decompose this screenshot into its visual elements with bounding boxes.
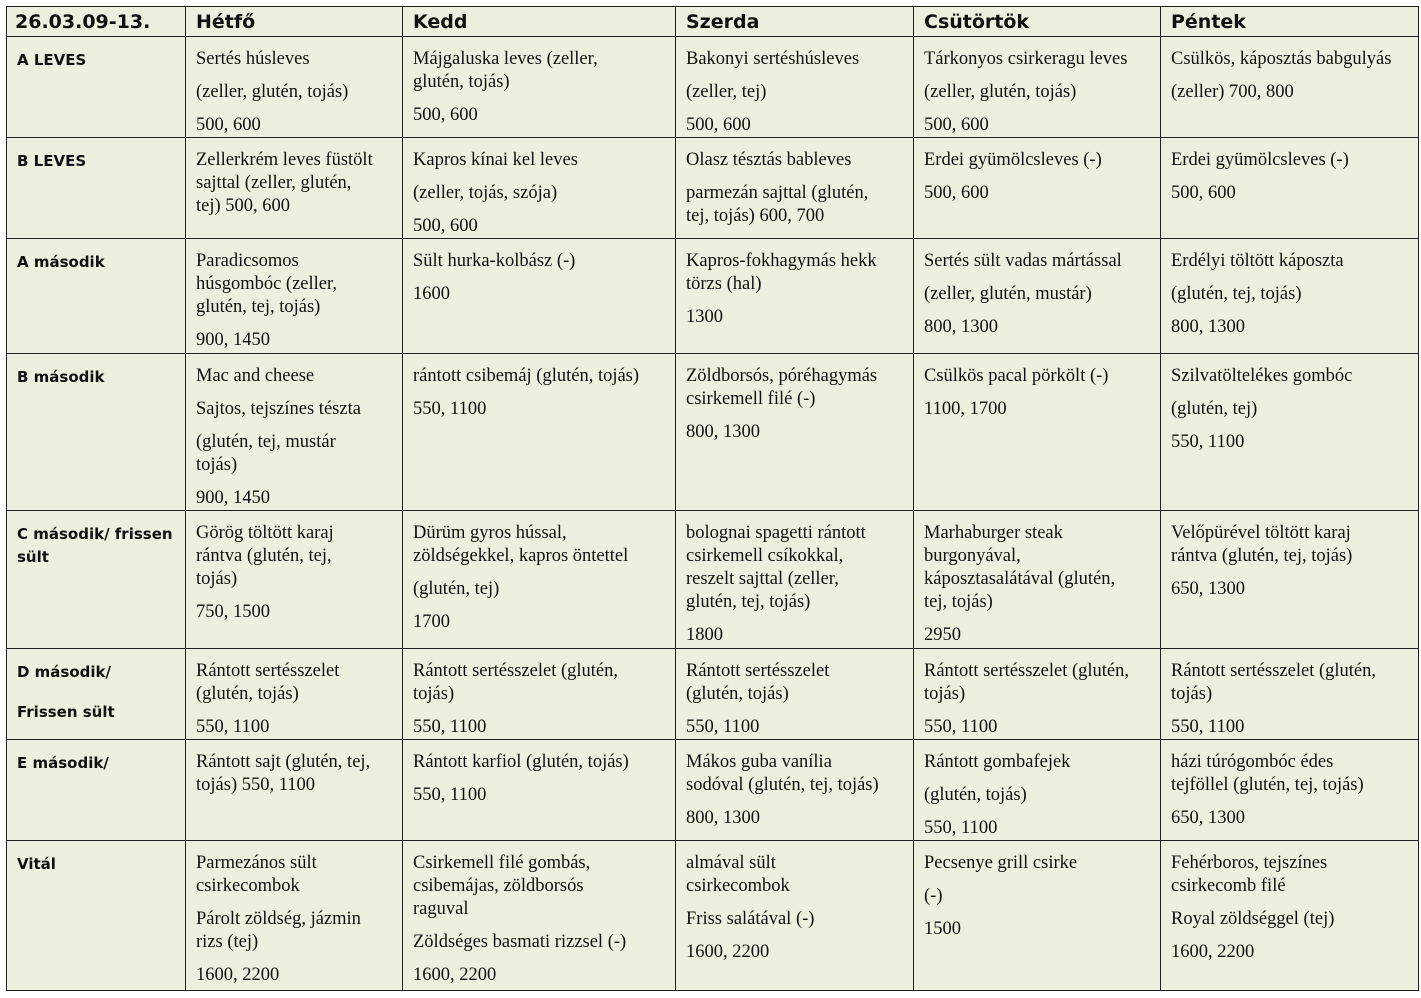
dish-line: Friss salátával (-)	[686, 909, 815, 929]
dish-line: Rántott gombafejek	[924, 752, 1071, 772]
dish-line: Csülkös, káposztás babgulyás	[1171, 49, 1392, 69]
dish-line: burgonyával,	[924, 546, 1021, 566]
row-label	[7, 511, 186, 649]
menu-cell	[676, 511, 914, 649]
menu-cell	[403, 740, 676, 841]
price-line: tojás) 550, 1100	[196, 775, 316, 795]
dish-line: rántott csibemáj (glutén, tojás)	[413, 366, 640, 386]
dish-line: Dürüm gyros hússal,	[413, 523, 567, 543]
dish-line: Erdei gyümölcsleves (-)	[924, 150, 1102, 170]
dish-line: (glutén, tej)	[413, 579, 500, 599]
menu-cell	[403, 239, 676, 354]
menu-cell	[676, 239, 914, 354]
table-row	[7, 649, 1419, 740]
price-line: 1600, 2200	[196, 965, 280, 985]
dish-line: parmezán sajttal (glutén,	[686, 183, 869, 203]
dish-line: sajttal (zeller, glutén,	[196, 173, 352, 193]
dish-line: Rántott sertésszelet	[196, 661, 340, 681]
dish-line: Zöldborsós, póréhagymás	[686, 366, 878, 386]
menu-cell	[1161, 354, 1419, 511]
row-label: E második/	[7, 740, 186, 841]
menu-table-wrapper	[6, 6, 1418, 991]
dish-line: Royal zöldséggel (tej)	[1171, 909, 1335, 929]
price-line: 2950	[924, 625, 961, 645]
menu-cell	[914, 511, 1161, 649]
menu-cell	[676, 740, 914, 841]
price-line: 900, 1450	[196, 330, 270, 350]
day-header-tuesday: Kedd	[403, 7, 676, 37]
price-line: tej, tojás) 600, 700	[686, 206, 825, 226]
table-row	[7, 37, 1419, 138]
menu-cell	[676, 354, 914, 511]
dish-line: Velőpürével töltött karaj	[1171, 523, 1351, 543]
weekly-menu-table	[6, 6, 1419, 991]
dish-line: raguval	[413, 899, 469, 919]
dish-line: rizs (tej)	[196, 932, 259, 952]
menu-cell	[186, 354, 403, 511]
price-line: 500, 600	[686, 115, 751, 135]
row-label: B második	[7, 354, 186, 511]
dish-line: csirkemell csíkokkal,	[686, 546, 844, 566]
dish-line: Bakonyi sertéshúsleves	[686, 49, 860, 69]
dish-line: (glutén, tojás)	[196, 684, 299, 704]
dish-line: húsgombóc (zeller,	[196, 274, 338, 294]
day-header-friday: Péntek	[1161, 7, 1419, 37]
price-line: 550, 1100	[924, 717, 998, 737]
menu-cell	[403, 138, 676, 239]
dish-line: csirkecomb filé	[1171, 876, 1286, 896]
dish-line: (glutén, tej, tojás)	[1171, 284, 1302, 304]
price-line: 1300	[686, 307, 723, 327]
menu-cell	[1161, 511, 1419, 649]
dish-line: Szilvatöltelékes gombóc	[1171, 366, 1353, 386]
menu-cell	[186, 649, 403, 740]
menu-cell	[914, 740, 1161, 841]
dish-line: Rántott sertésszelet (glutén,	[413, 661, 618, 681]
dish-line: Kapros kínai kel leves	[413, 150, 578, 170]
dish-line: Olasz tésztás bableves	[686, 150, 852, 170]
dish-line: (zeller, tojás, szója)	[413, 183, 558, 203]
day-header-thursday: Csütörtök	[914, 7, 1161, 37]
dish-line: Sertés sült vadas mártással	[924, 251, 1122, 271]
price-line: 650, 1300	[1171, 808, 1245, 828]
row-label	[7, 649, 186, 740]
price-line: 1600	[413, 284, 450, 304]
row-label: A LEVES	[7, 37, 186, 138]
price-line: 500, 600	[413, 105, 478, 125]
dish-line: Rántott sertésszelet	[686, 661, 830, 681]
price-line: 500, 600	[413, 216, 478, 236]
price-line: 500, 600	[924, 115, 989, 135]
day-header-wednesday: Szerda	[676, 7, 914, 37]
menu-cell	[186, 511, 403, 649]
menu-cell	[186, 740, 403, 841]
dish-line: (-)	[924, 886, 943, 906]
dish-line: Sajtos, tejszínes tészta	[196, 399, 361, 419]
menu-cell	[403, 649, 676, 740]
dish-line: Mákos guba vanília	[686, 752, 832, 772]
dish-line: tejföllel (glutén, tej, tojás)	[1171, 775, 1364, 795]
menu-cell	[403, 37, 676, 138]
dish-line: (glutén, tej, mustár	[196, 432, 336, 452]
price-line: 500, 600	[196, 115, 261, 135]
week-date-header: 26.03.09-13.	[7, 7, 186, 37]
dish-line: (glutén, tojás)	[924, 785, 1027, 805]
menu-cell	[186, 138, 403, 239]
row-label-line: sült	[17, 548, 49, 566]
price-line: 550, 1100	[1171, 717, 1245, 737]
row-label: B LEVES	[7, 138, 186, 239]
dish-line: sodóval (glutén, tej, tojás)	[686, 775, 879, 795]
row-label: A második	[7, 239, 186, 354]
menu-cell	[1161, 37, 1419, 138]
price-line: 800, 1300	[686, 808, 760, 828]
menu-cell	[1161, 649, 1419, 740]
menu-cell	[1161, 841, 1419, 991]
table-row	[7, 511, 1419, 649]
price-line: 1600, 2200	[413, 965, 497, 985]
dish-line: házi túrógombóc édes	[1171, 752, 1334, 772]
dish-line: csirkemell filé (-)	[686, 389, 816, 409]
dish-line: Kapros-fokhagymás hekk	[686, 251, 877, 271]
dish-line: Erdélyi töltött káposzta	[1171, 251, 1344, 271]
price-line: 550, 1100	[413, 785, 487, 805]
menu-cell	[676, 649, 914, 740]
menu-cell	[914, 138, 1161, 239]
price-line: 550, 1100	[413, 717, 487, 737]
row-label-line: D második/	[17, 663, 111, 681]
dish-line: Mac and cheese	[196, 366, 315, 386]
row-label-line: C második/ frissen	[17, 525, 173, 543]
row-label: Vitál	[7, 841, 186, 991]
dish-line: almával sült	[686, 853, 776, 873]
dish-line: Fehérboros, tejszínes	[1171, 853, 1328, 873]
dish-line: glutén, tej, tojás)	[686, 592, 811, 612]
price-line: 550, 1100	[686, 717, 760, 737]
dish-line: csirkecombok	[196, 876, 300, 896]
menu-cell	[403, 511, 676, 649]
dish-line: Májgaluska leves (zeller,	[413, 49, 598, 69]
price-line: 800, 1300	[924, 317, 998, 337]
dish-line: (zeller, glutén, mustár)	[924, 284, 1092, 304]
dish-line: Tárkonyos csirkeragu leves	[924, 49, 1128, 69]
dish-line: Paradicsomos	[196, 251, 299, 271]
table-row	[7, 740, 1419, 841]
menu-cell	[676, 138, 914, 239]
dish-line: (zeller, glutén, tojás)	[196, 82, 349, 102]
dish-line: Zöldséges basmati rizzsel (-)	[413, 932, 627, 952]
menu-cell	[186, 841, 403, 991]
menu-cell	[186, 37, 403, 138]
dish-line: Erdei gyümölcsleves (-)	[1171, 150, 1349, 170]
dish-line: Rántott karfiol (glutén, tojás)	[413, 752, 629, 772]
price-line: 1600, 2200	[686, 942, 770, 962]
dish-line: reszelt sajttal (zeller,	[686, 569, 839, 589]
price-line: 1800	[686, 625, 723, 645]
dish-line: glutén, tojás)	[413, 72, 510, 92]
dish-line: tojás)	[196, 569, 238, 589]
menu-cell	[403, 354, 676, 511]
price-line: 1500	[924, 919, 961, 939]
dish-line: Párolt zöldség, jázmin	[196, 909, 361, 929]
dish-line: káposztasalátával (glutén,	[924, 569, 1116, 589]
price-line: 800, 1300	[1171, 317, 1245, 337]
price-line: 500, 600	[924, 183, 989, 203]
row-label-line: Frissen sült	[17, 703, 115, 721]
menu-cell	[1161, 740, 1419, 841]
menu-cell	[914, 37, 1161, 138]
dish-line: glutén, tej, tojás)	[196, 297, 321, 317]
dish-line: (glutén, tojás)	[686, 684, 789, 704]
menu-cell	[403, 841, 676, 991]
price-line: 1700	[413, 612, 450, 632]
price-line: 550, 1100	[1171, 432, 1245, 452]
dish-line: Pecsenye grill csirke	[924, 853, 1078, 873]
dish-line: tojás)	[1171, 684, 1213, 704]
dish-line: Rántott sertésszelet (glutén,	[1171, 661, 1376, 681]
menu-cell	[914, 649, 1161, 740]
price-line: 1100, 1700	[924, 399, 1007, 419]
price-line: 550, 1100	[413, 399, 487, 419]
dish-line: Parmezános sült	[196, 853, 317, 873]
dish-line: tej, tojás)	[924, 592, 993, 612]
header-row	[7, 7, 1419, 37]
dish-line: Zellerkrém leves füstölt	[196, 150, 373, 170]
dish-line: zöldségekkel, kapros öntettel	[413, 546, 629, 566]
price-line: 550, 1100	[924, 818, 998, 838]
menu-cell	[186, 239, 403, 354]
dish-line: tojás)	[924, 684, 966, 704]
menu-cell	[676, 37, 914, 138]
dish-line: törzs (hal)	[686, 274, 762, 294]
price-line: 650, 1300	[1171, 579, 1245, 599]
dish-line: Rántott sertésszelet (glutén,	[924, 661, 1129, 681]
dish-line: csirkecombok	[686, 876, 790, 896]
dish-line: csibemájas, zöldborsós	[413, 876, 584, 896]
menu-cell	[914, 239, 1161, 354]
price-line: 800, 1300	[686, 422, 760, 442]
dish-line: bolognai spagetti rántott	[686, 523, 866, 543]
dish-line: Rántott sajt (glutén, tej,	[196, 752, 371, 772]
menu-cell	[1161, 138, 1419, 239]
menu-cell	[676, 841, 914, 991]
dish-line: Csirkemell filé gombás,	[413, 853, 591, 873]
dish-line: rántva (glutén, tej, tojás)	[1171, 546, 1353, 566]
dish-line: (zeller, tej)	[686, 82, 767, 102]
price-line: tej) 500, 600	[196, 196, 291, 216]
dish-line: Marhaburger steak	[924, 523, 1063, 543]
dish-line: (zeller, glutén, tojás)	[924, 82, 1077, 102]
dish-line: rántva (glutén, tej,	[196, 546, 332, 566]
menu-cell	[914, 354, 1161, 511]
table-row	[7, 138, 1419, 239]
menu-cell	[1161, 239, 1419, 354]
dish-line: Görög töltött karaj	[196, 523, 334, 543]
dish-line: Sertés húsleves	[196, 49, 310, 69]
price-line: 1600, 2200	[1171, 942, 1255, 962]
menu-cell	[914, 841, 1161, 991]
day-header-monday: Hétfő	[186, 7, 403, 37]
dish-line: tojás)	[196, 455, 238, 475]
dish-line: Csülkös pacal pörkölt (-)	[924, 366, 1109, 386]
dish-line: tojás)	[413, 684, 455, 704]
dish-line: Sült hurka-kolbász (-)	[413, 251, 576, 271]
price-line: (zeller) 700, 800	[1171, 82, 1294, 102]
price-line: 500, 600	[1171, 183, 1236, 203]
table-row	[7, 354, 1419, 511]
table-row	[7, 239, 1419, 354]
dish-line: (glutén, tej)	[1171, 399, 1258, 419]
price-line: 750, 1500	[196, 602, 270, 622]
price-line: 900, 1450	[196, 488, 270, 508]
table-row	[7, 841, 1419, 991]
price-line: 550, 1100	[196, 717, 270, 737]
